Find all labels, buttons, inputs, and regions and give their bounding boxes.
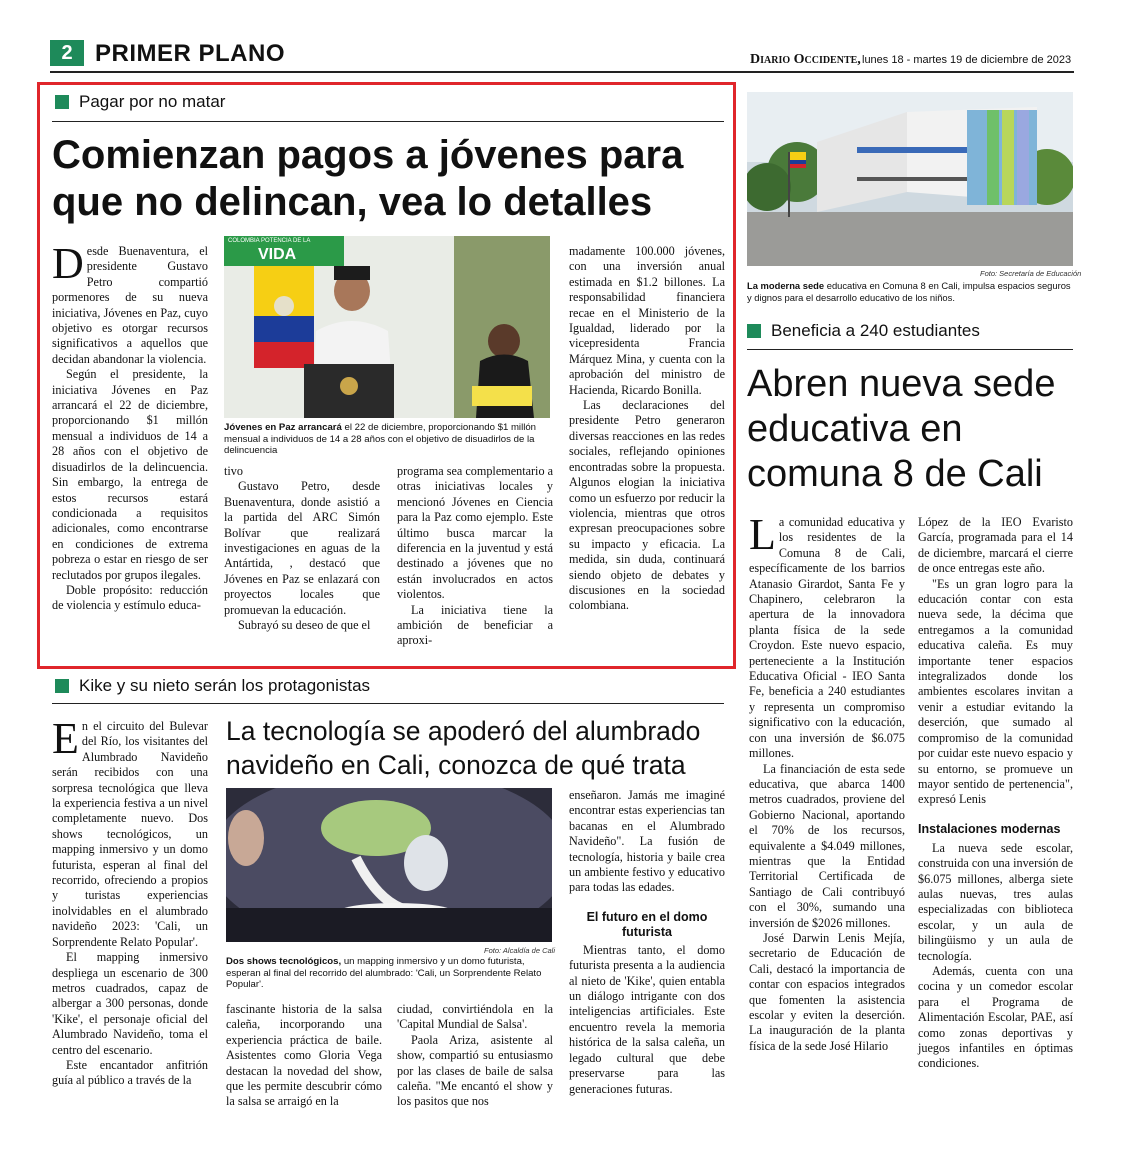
story1-photo [224,236,550,418]
story3-caption-bold: Dos shows tecnológicos, [226,956,342,967]
story2-col2-p1: "Es un gran logro para la educación contar con esta nueva sede, la décima que entregamos a la comunidad educativa caleña. Es muy importante tener espacios integralizados donde los ambientes escolares invitan a venir a estudiar evitando la deserción, que sumado al compromiso de la comunidad por cuidar este nuevo espacio y su entorno, se promueve un mayor sentido de pertenencia", expresó Lenis [918,576,1073,807]
story1-col3-p1: La iniciativa tiene la ambición de beneficiar a aproxi- [397,602,553,648]
story1-col2-p1: Gustavo Petro, desde Buenaventura, donde asistió a la partida del ARC Simón Bolívar que realizará investigaciones en aguas de la Antártida, , destacó que Jóvenes en Paz se enlazará con proyectos locales que promuevan la educación. [224,479,380,617]
story2-caption-rest: educativa en Comuna 8 en Cali, impulsa espacios seguros y dignos para el desarrollo educativo de los niños. [747,280,1071,303]
dropcap: D [52,239,84,288]
story2-col2-p0: López de la IEO Evaristo García, programada para el 14 de diciembre, marcará el cierre de once entregas este año. [918,515,1073,576]
story1-col2 [224,464,380,633]
story2-col2 [918,515,1073,1072]
story3-col1-text0: n el circuito del Bulevar del Río, los visitantes del Alumbrado Navideño serán recibidos con una sorpresa tecnológica que lleva la experiencia festiva a un nivel completamente nuevo. Dos shows tecnológicos, un mapping inmersivo y un domo futurista, esperan al final del recorrido, ofreciendo a propios y turistas experiencias inolvidables en el alumbrado navideño 2023: 'Cali, un Sorprendente Relato Popular'. [52,719,208,949]
dropcap: L [749,510,776,559]
kicker-square [55,95,69,109]
story3-col3-p0: ciudad, convirtiéndola en la 'Capital Mundial de Salsa'. [397,1002,553,1032]
story3-credit: Foto: Alcaldía de Cali [484,946,556,955]
story3-kicker [55,676,370,696]
story2-kicker [747,321,980,341]
issue-date: lunes 18 - martes 19 de diciembre de 2023 [862,54,1072,66]
story1-caption-bold: Jóvenes en Paz arrancará [224,422,342,433]
story2-kicker-text: Beneficia a 240 estudiantes [771,321,980,340]
story1-col2-p2: Subrayó su deseo de que el [238,618,371,633]
story3-col3 [397,1002,553,1110]
story1-col3-p0: programa sea complementario a otras iniciativas locales y mencionó Jóvenes en Ciencia para la Paz como ejemplo. Este último busca marcar la diferencia en la juventud y está destinado a jóvenes que no están involucrados en actos violentos. [397,464,553,602]
story1-col4 [569,244,725,614]
story2-subhead: Instalaciones modernas [918,821,1061,836]
kicker-square [747,324,761,338]
story1-col4-p0: madamente 100.000 jóvenes, con una inversión anual estimada en $1.2 billones. La responsabilidad financiera recae en el Ministerio de la Igualdad, liderado por la vicepresidenta Francia Márquez Mina, y cuenta con la aprobación del ministro de Hacienda, Ricardo Bonilla. [569,244,725,397]
story2-credit: Foto: Secretaría de Educación [980,269,1082,278]
story1-col1-p1: Según el presidente, la iniciativa Jóvenes en Paz arrancará el 22 de diciembre, proporcionando $1 millón mensual a individuos de 14 a 28 años con el objetivo de disuadirlos de la delincuencia. Sin embargo, la entrega de estos recursos estará condicionada a requisitos adicionales, como encontrarse en condiciones de extrema pobreza o estar en riesgo de ser reclutados por grupos ilegales. [52,367,208,582]
story3-subhead: El futuro en el domo futurista [586,909,708,939]
story3-col4b-p0: Mientras tanto, el domo futurista presenta a la audiencia al nieto de 'Kike', quien entabla un diálogo intrigante con dos inteligencias artificiales. Este encuentro revela la memoria histórica de la salsa caleña, un legado cultural que debe preservarse para las generaciones futuras. [569,942,725,1096]
story1-col1-p0 [52,239,208,367]
photo-banner: VIDA [258,246,297,263]
story1-kicker-text: Pagar por no matar [79,92,226,111]
story3-caption-rest: un mapping inmersivo y un domo futurista, esperan al final del recorrido del alumbrado: 'Cali, un Sorprendente Relato Popular'. [226,956,542,990]
story2-col2b-p0: La nueva sede escolar, construida con una inversión de $6.075 millones, alberga siete aulas nuevas, tres aulas especializadas con biblioteca escolar, y un aula de bilingüismo y un aula de tecnología. [918,840,1074,963]
kicker-square [55,679,69,693]
story1-col4-p1: Las declaraciones del presidente Petro generaron diversas reacciones en las redes sociales, reflejando opiniones encontradas sobre la propuesta. Algunos elogian la iniciativa como un esfuerzo por reducir la violencia, mientras que otros expresan preocupaciones sobre su impacto y eficacia. La medida, sin duda, continuará siendo objeto de debates y discusiones en la sociedad colombiana. [569,398,725,613]
story1-col1 [52,239,208,614]
story3-kicker-text: Kike y su nieto serán los protagonistas [79,676,371,695]
story3-col2-p0: fascinante historia de la salsa caleña, incorporando una experiencia práctica de baile. Asistentes como Gloria Vega destacan la novedad del show, que les permite descubrir cómo la salsa se arraigó en la [226,1002,382,1109]
story2-kicker-rule [747,349,1073,350]
story1-col3 [397,464,553,649]
story2-col1-text0: a comunidad educativa y los residentes de la Comuna 8 de Cali, específicamente de los barrios Atanasio Girardot, Santa Fe y Chapinero, celebraron la apertura de la innovadora planta física de la sede Croydon. Este nuevo espacio, perteneciente a la Institución Educativa Oficial - IEO Santa Fe, beneficia a 240 estudiantes y representa un compromiso significativo con la educación, con una inversión de $6.075 millones. [749,515,905,761]
school-photo-illustration [747,92,1073,266]
story2-col1-p0 [749,510,905,762]
story1-caption [224,422,552,457]
header-rule [50,71,1074,73]
story2-col2b-p1: Además, cuenta con una cocina y un comedor escolar para el Programa de Alimentación Escolar, PAE, así como zonas deportivas y juegos infantiles en óptimas condiciones. [918,963,1073,1071]
story3-col1-p1: El mapping inmersivo despliega un escenario de 300 metros cuadrados, capaz de albergar a 300 personas, donde 'Kike', el personaje oficial del Alumbrado Navideño, toma el centro del escenario. [52,950,208,1057]
story2-col1-p1: La financiación de esta sede educativa, que abarca 1400 metros cuadrados, proviene del Gobierno Nacional, aportando el 70% de los recursos, equivalente a $4.049 millones, mientras que la Entidad Territorial Certificada de Santiago de Cali contribuyó con el 30%, sumando una inversión de $2026 millones. [749,761,905,930]
story3-kicker-rule [52,703,724,704]
story3-photo [226,788,552,942]
story3-col1-p2: Este encantador anfitrión guía al público a través de la [52,1057,208,1088]
story2-col1 [749,510,905,1054]
story2-caption [747,280,1073,303]
story1-col1-text0: esde Buenaventura, el presidente Gustavo Petro compartió pormenores de su nueva iniciativa, Jóvenes en Paz, cuyo objetivo es otorgar recursos significativos a aquellos que decidan abandonar la violencia. [52,244,208,366]
story3-caption [226,956,554,991]
story1-kicker [55,92,225,112]
story1-col1-p2: Doble propósito: reducción de violencia y estímulo educa- [52,582,208,613]
section-title: PRIMER PLANO [95,40,286,67]
dome-photo-illustration [226,788,552,942]
story3-col4a-p0: enseñaron. Jamás me imaginé encontrar estas experiencias tan bacanas en el Alumbrado Navideño". La fusión de tecnología, historia y baile crea un ambiente festivo y educativo para todas las edades. [569,788,725,895]
dropcap: E [52,714,79,763]
page-number-badge: 2 [50,40,84,66]
story2-col1-p2: José Darwin Lenis Mejía, secretario de Educación de Cali, destacó la importancia de contar con espacios integrados que fomenten la asistencia escolar y eviten la deserción. La inauguración de la planta física de la sede José Hilario [749,930,905,1053]
story2-caption-bold: La moderna sede [747,280,825,291]
story1-headline: Comienzan pagos a jóvenes para que no delincan, vea lo detalles [52,133,684,224]
story3-col1-p0 [52,714,208,950]
photo-banner-small: COLOMBIA POTENCIA DE LA [228,238,311,244]
story3-headline: La tecnología se apoderó del alumbrado navideño en Cali, conozca de qué trata [226,716,701,780]
story3-col1 [52,714,208,1089]
story1-col2-p0: tivo [224,464,243,478]
story2-headline: Abren nueva sede educativa en comuna 8 de Cali [747,363,1056,495]
story2-photo [747,92,1073,266]
story1-caption-rest: el 22 de diciembre, proporcionando $1 millón mensual a individuos de 14 a 28 años con el objetivo de disuadirlos de la delincuencia [224,422,536,456]
masthead: Diario Occidente, [750,52,861,67]
story1-kicker-rule [52,121,724,122]
story3-col3-p1: Paola Ariza, asistente al show, compartió su entusiasmo por las clases de baile de salsa caleña. "Me encantó el show y los pasitos que nos [397,1032,553,1109]
story3-col4 [569,788,725,1097]
story3-col2 [226,1002,382,1110]
